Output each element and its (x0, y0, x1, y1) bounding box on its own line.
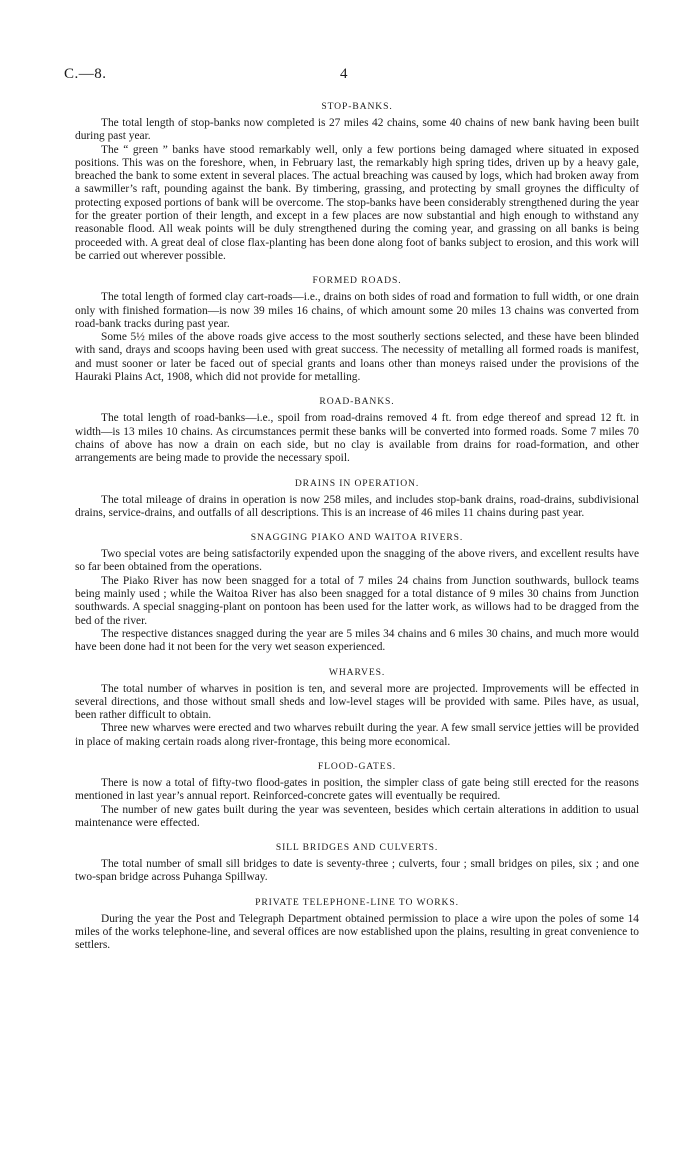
paragraph: There is now a total of fifty-two flood-gates in position, the simpler class of gate being still erected for the reasons mentioned in last year’s annual report. Reinforced-concrete gates will eventually be required. (75, 776, 639, 803)
paragraph: During the year the Post and Telegraph Department obtained permission to place a wire upon the poles of some 14 miles of the works telephone-line, and several offices are now established upon the plains, resulting in great convenience to settlers. (75, 912, 639, 952)
paragraph: The total number of small sill bridges to date is seventy-three ; culverts, four ; small bridges on piles, six ; and one two-span bridge across Puhanga Spillway. (75, 858, 639, 884)
section-stop-banks (75, 100, 639, 263)
document-body (75, 100, 639, 964)
section-heading: FORMED ROADS. (312, 275, 402, 287)
paragraph: The total number of wharves in position is ten, and several more are projected. Improvements will be effected in several directions, and those without small sheds and low-level stages will be provided with same. Piles have, as usual, been rather difficult to obtain. (75, 682, 639, 722)
section-heading: FLOOD-GATES. (317, 760, 397, 772)
paragraph: The Piako River has now been snagged for a total of 7 miles 24 chains from Junction southwards, bullock teams being mainly used ; while the Waitoa River has also been snagged for a total distance of 9 miles 30 chains from Junction southwards. A special snagging-plant on pontoon has been used for the latter work, as willows had to be dragged from the bed of the river. (75, 574, 639, 627)
section-heading: STOP-BANKS. (321, 101, 393, 112)
section-heading: PRIVATE TELEPHONE-LINE TO WORKS. (255, 896, 459, 908)
section-heading: SILL BRIDGES AND CULVERTS. (275, 842, 439, 854)
section-heading: WHARVES. (328, 666, 386, 678)
paragraph: Three new wharves were erected and two wharves rebuilt during the year. A few small service jetties will be provided in place of making certain roads along river-frontage, this being more economical. (75, 722, 639, 748)
paragraph: The total length of formed clay cart-roads—i.e., drains on both sides of road and formation to full width, or one drain only with finished formation—is now 39 miles 16 chains, of which amount some 20 miles 13 chains was converted from road-bank tracks during past year. (75, 291, 639, 330)
report-code: C.—8. (64, 66, 107, 82)
section-drains-in-operation (75, 477, 639, 521)
section-heading: SNAGGING PIAKO AND WAITOA RIVERS. (250, 532, 464, 544)
section-heading: ROAD-BANKS. (319, 396, 395, 408)
section-flood-gates (75, 760, 639, 830)
paragraph: The total mileage of drains in operation is now 258 miles, and includes stop-bank drains, road-drains, subdivisional drains, service-drains, and outfalls of all descriptions. This is an increase of 46 miles 11 chains during past year. (75, 493, 639, 519)
paragraph: Two special votes are being satisfactorily expended upon the snagging of the above rivers, and excellent results have so far been obtained from the operations. (75, 548, 639, 574)
section-road-banks (75, 395, 639, 465)
section-snagging-rivers (75, 531, 639, 654)
section-heading: DRAINS IN OPERATION. (294, 477, 420, 489)
paragraph: The total length of stop-banks now completed is 27 miles 42 chains, some 40 chains of new bank having been built during past year. (75, 117, 639, 143)
section-telephone-line (75, 896, 639, 953)
paragraph: The “ green ” banks have stood remarkably well, only a few portions being damaged where situated in exposed positions. This was on the foreshore, when, in February last, the remarkably high spring tides, driven up by a heavy gale, breached the bank to some extent in several places. The actual breaching was caused by logs, which had broken away from a sawmiller’s raft, pounding against the bank. By timbering, grassing, and protecting by small groynes the difficulty of protecting exposed portions of bank will be overcome. The stop-banks have been considerably strengthened during the year for the greater portion of their length, and except in a few places are now substantial and high enough to withstand any reasonable flood. All weak points will be duly strengthened during the coming year, and grassing on all banks is being proceeded with. A great deal of close flax-planting has been done along foot of banks subject to erosion, and this work will be carried out wherever possible. (75, 143, 639, 262)
section-sill-bridges (75, 841, 639, 885)
paragraph: Some 5½ miles of the above roads give access to the most southerly sections selected, and these have been blinded with sand, drays and scoops having been used with great success. The necessity of metalling all formed roads is manifest, and must sooner or later be faced out of special grants and loans other than moneys raised under the provisions of the Hauraki Plains Act, 1908, which did not provide for metalling. (75, 331, 639, 384)
section-formed-roads (75, 274, 639, 384)
page-number: 4 (340, 66, 348, 82)
section-wharves (75, 666, 639, 749)
paragraph: The number of new gates built during the year was seventeen, besides which certain alterations in addition to usual maintenance were effected. (75, 803, 639, 829)
paragraph: The respective distances snagged during the year are 5 miles 34 chains and 6 miles 30 chains, and much more would have been done had it not been for the very wet season experienced. (75, 627, 639, 654)
paragraph: The total length of road-banks—i.e., spoil from road-drains removed 4 ft. from edge thereof and spread 12 ft. in width—is 13 miles 10 chains. As circumstances permit these banks will be converted into formed roads. Some 7 miles 70 chains of above has now a drain on each side, but no clay is available from drains for road-formation, and other arrangements are being made to provide the necessary spoil. (75, 412, 639, 465)
